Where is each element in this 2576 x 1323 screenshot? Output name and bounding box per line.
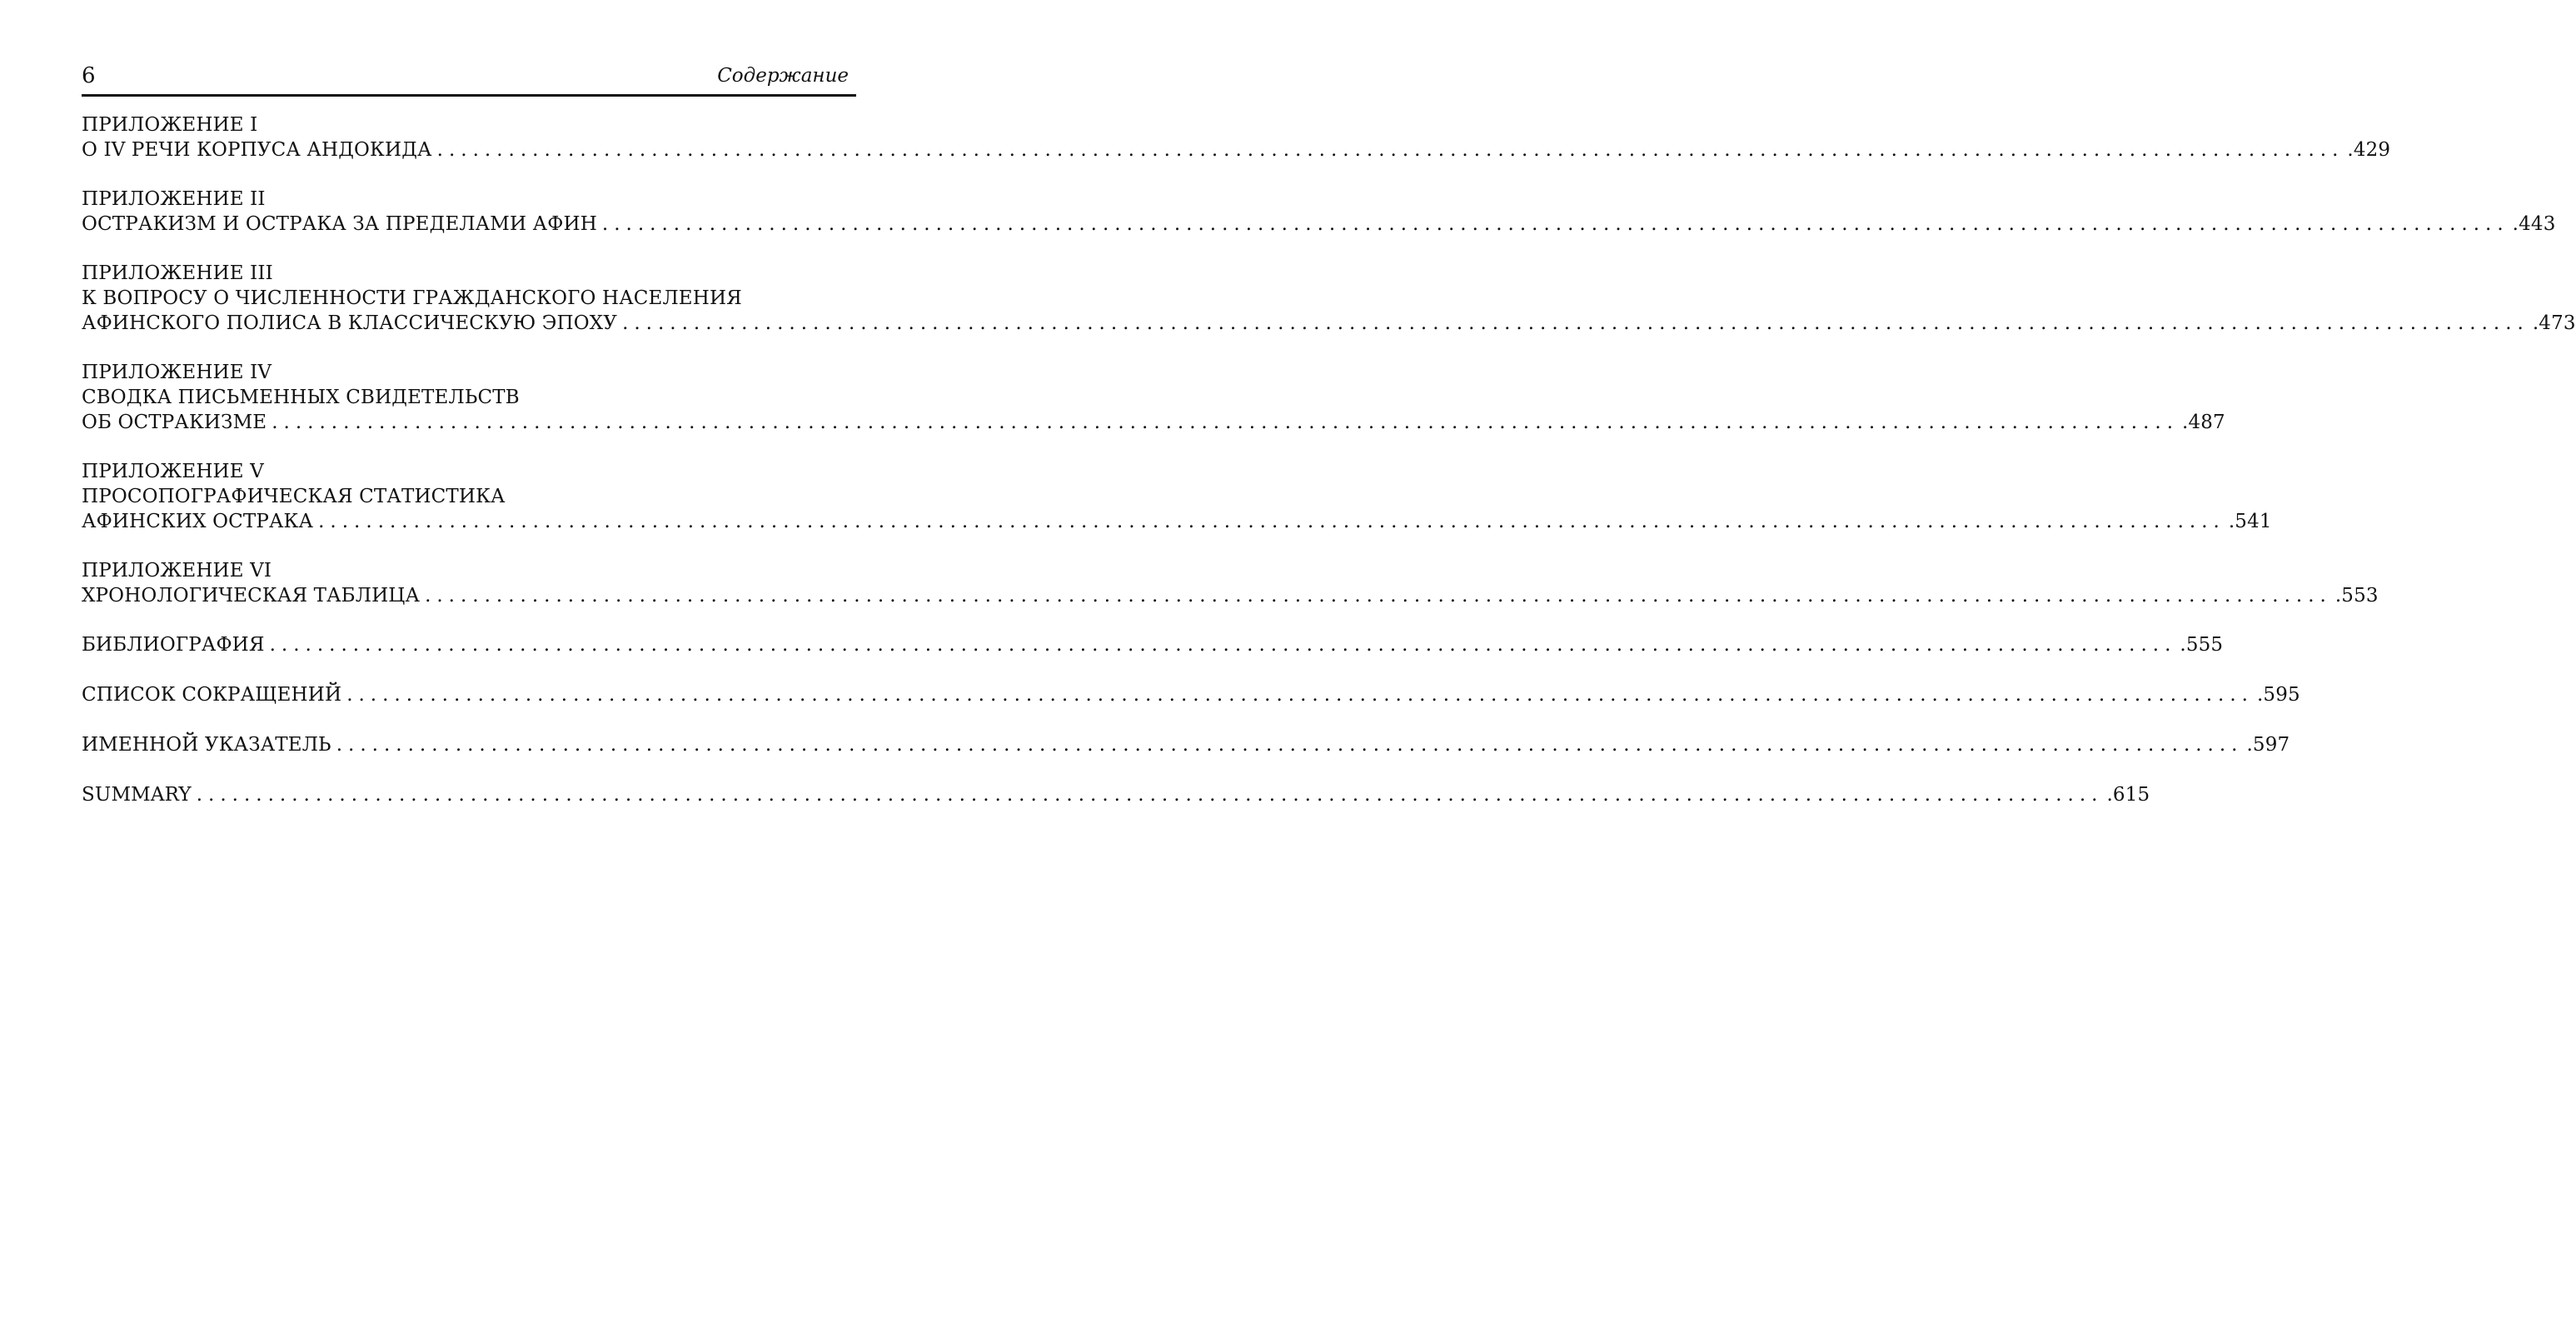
toc-line: ПРОСОПОГРАФИЧЕСКАЯ СТАТИСТИКА xyxy=(82,486,506,507)
toc-line: К ВОПРОСУ О ЧИСЛЕННОСТИ ГРАЖДАНСКОГО НАСЕЛЕНИЯ xyxy=(82,287,742,309)
header-rule xyxy=(82,94,856,97)
toc-page-number: .595 xyxy=(2256,684,2300,706)
toc-entry-title: ИМЕННОЙ УКАЗАТЕЛЬ xyxy=(82,734,331,756)
toc-leader-line xyxy=(82,583,2379,608)
contents-page xyxy=(82,0,2576,1323)
dot-leader: ................................................................................................................................................................ xyxy=(196,784,2104,806)
toc-entry-title: БИБЛИОГРАФИЯ xyxy=(82,634,265,656)
toc-leader-line xyxy=(82,311,2576,336)
toc-leader-line xyxy=(82,410,2225,435)
toc-page-number: .487 xyxy=(2182,412,2225,433)
toc-entry-appendix-iii xyxy=(82,261,2576,336)
toc-leader-line xyxy=(82,682,2300,707)
toc-entry-title: АФИНСКОГО ПОЛИСА В КЛАССИЧЕСКУЮ ЭПОХУ xyxy=(82,312,618,334)
toc-leader-line xyxy=(82,509,2272,534)
dot-leader: ................................................................................................................................................................ xyxy=(336,734,2244,756)
toc-entry-title: О IV РЕЧИ КОРПУСА АНДОКИДА xyxy=(82,139,432,161)
toc-entry-title: ОСТРАКИЗМ И ОСТРАКА ЗА ПРЕДЕЛАМИ АФИН xyxy=(82,213,597,235)
toc-page-number: .597 xyxy=(2246,734,2290,756)
toc-line: ПРИЛОЖЕНИЕ IV xyxy=(82,362,272,383)
running-head: Содержание xyxy=(717,65,849,87)
toc-line: ПРИЛОЖЕНИЕ VI xyxy=(82,560,272,582)
toc-leader-line xyxy=(82,632,2224,657)
toc-leader-line xyxy=(82,782,2150,807)
dot-leader: ................................................................................................................................................................ xyxy=(346,684,2254,706)
dot-leader: ................................................................................................................................................................ xyxy=(622,312,2529,334)
page-header xyxy=(82,58,852,92)
toc-entry-name-index xyxy=(82,732,2290,757)
toc-line: ПРИЛОЖЕНИЕ II xyxy=(82,188,266,210)
dot-leader: ................................................................................................................................................................ xyxy=(601,213,2509,235)
toc-page-number: .473 xyxy=(2532,312,2576,334)
toc-entry-title: SUMMARY xyxy=(82,784,192,806)
toc-page-number: .541 xyxy=(2228,511,2272,532)
toc-page-number: .555 xyxy=(2180,634,2224,656)
toc-entry-appendix-ii xyxy=(82,187,2556,237)
toc-entry-abbreviations xyxy=(82,682,2300,707)
toc-entry-title: ХРОНОЛОГИЧЕСКАЯ ТАБЛИЦА xyxy=(82,585,421,607)
toc-entry-bibliography xyxy=(82,632,2224,657)
toc-leader-line xyxy=(82,212,2556,237)
toc-entry-title: АФИНСКИХ ОСТРАКА xyxy=(82,511,314,532)
toc-leader-line xyxy=(82,137,2391,162)
toc-page-number: .615 xyxy=(2106,784,2150,806)
toc-page-number: .443 xyxy=(2512,213,2556,235)
toc-entry-title: ОБ ОСТРАКИЗМЕ xyxy=(82,412,267,433)
dot-leader: ................................................................................................................................................................ xyxy=(272,412,2180,433)
dot-leader: ................................................................................................................................................................ xyxy=(318,511,2225,532)
dot-leader: ................................................................................................................................................................ xyxy=(425,585,2332,607)
table-of-contents xyxy=(82,112,2576,832)
page-number: 6 xyxy=(82,63,96,88)
toc-page-number: .553 xyxy=(2334,585,2379,607)
dot-leader: ................................................................................................................................................................ xyxy=(436,139,2344,161)
toc-entry-title: СПИСОК СОКРАЩЕНИЙ xyxy=(82,684,342,706)
dot-leader: ................................................................................................................................................................ xyxy=(269,634,2177,656)
toc-entry-appendix-vi xyxy=(82,558,2379,608)
toc-entry-appendix-iv xyxy=(82,360,2225,435)
toc-line: ПРИЛОЖЕНИЕ I xyxy=(82,114,258,136)
toc-line: СВОДКА ПИСЬМЕННЫХ СВИДЕТЕЛЬСТВ xyxy=(82,387,520,408)
toc-entry-appendix-v xyxy=(82,459,2272,534)
toc-entry-appendix-i xyxy=(82,112,2391,162)
toc-line: ПРИЛОЖЕНИЕ III xyxy=(82,262,273,284)
toc-entry-summary xyxy=(82,782,2150,807)
toc-page-number: .429 xyxy=(2347,139,2391,161)
toc-line: ПРИЛОЖЕНИЕ V xyxy=(82,461,264,482)
toc-leader-line xyxy=(82,732,2290,757)
